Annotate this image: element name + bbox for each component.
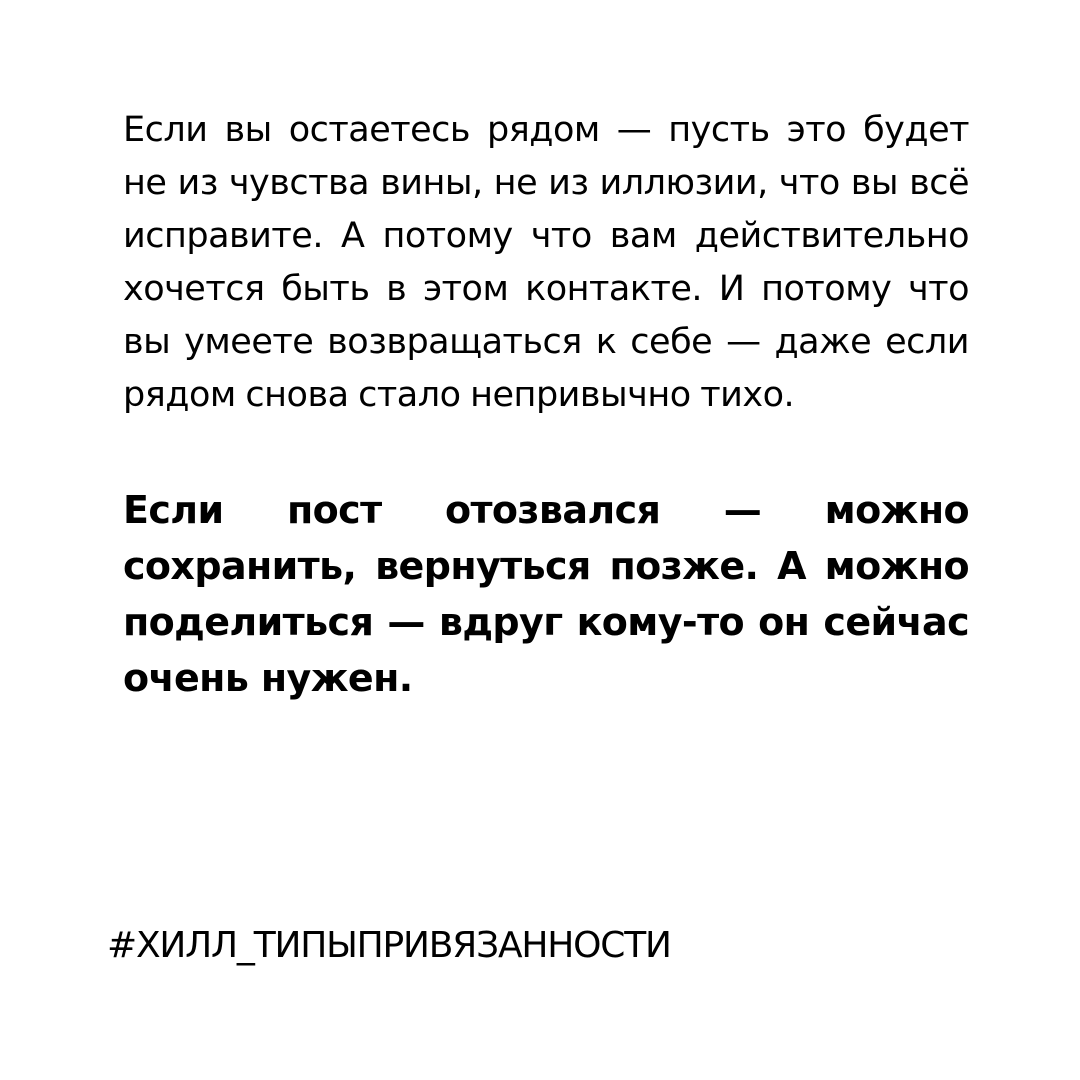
post-body: [123, 104, 969, 706]
hashtag: #ХИЛЛ_ТИПЫПРИВЯЗАННОСТИ: [107, 925, 671, 966]
call-to-action-paragraph: Если пост отозвался — можно сохранить, вернуться позже. А можно поделиться — вдруг кому-то он сейчас очень нужен.: [123, 488, 969, 700]
body-paragraph: Если вы остаетесь рядом — пусть это будет не из чувства вины, не из иллюзии, что вы всё исправите. А потому что вам действительно хочется быть в этом контакте. И потому что вы умеете возвращаться к себе — даже если рядом снова стало непривычно тихо.: [123, 110, 969, 415]
